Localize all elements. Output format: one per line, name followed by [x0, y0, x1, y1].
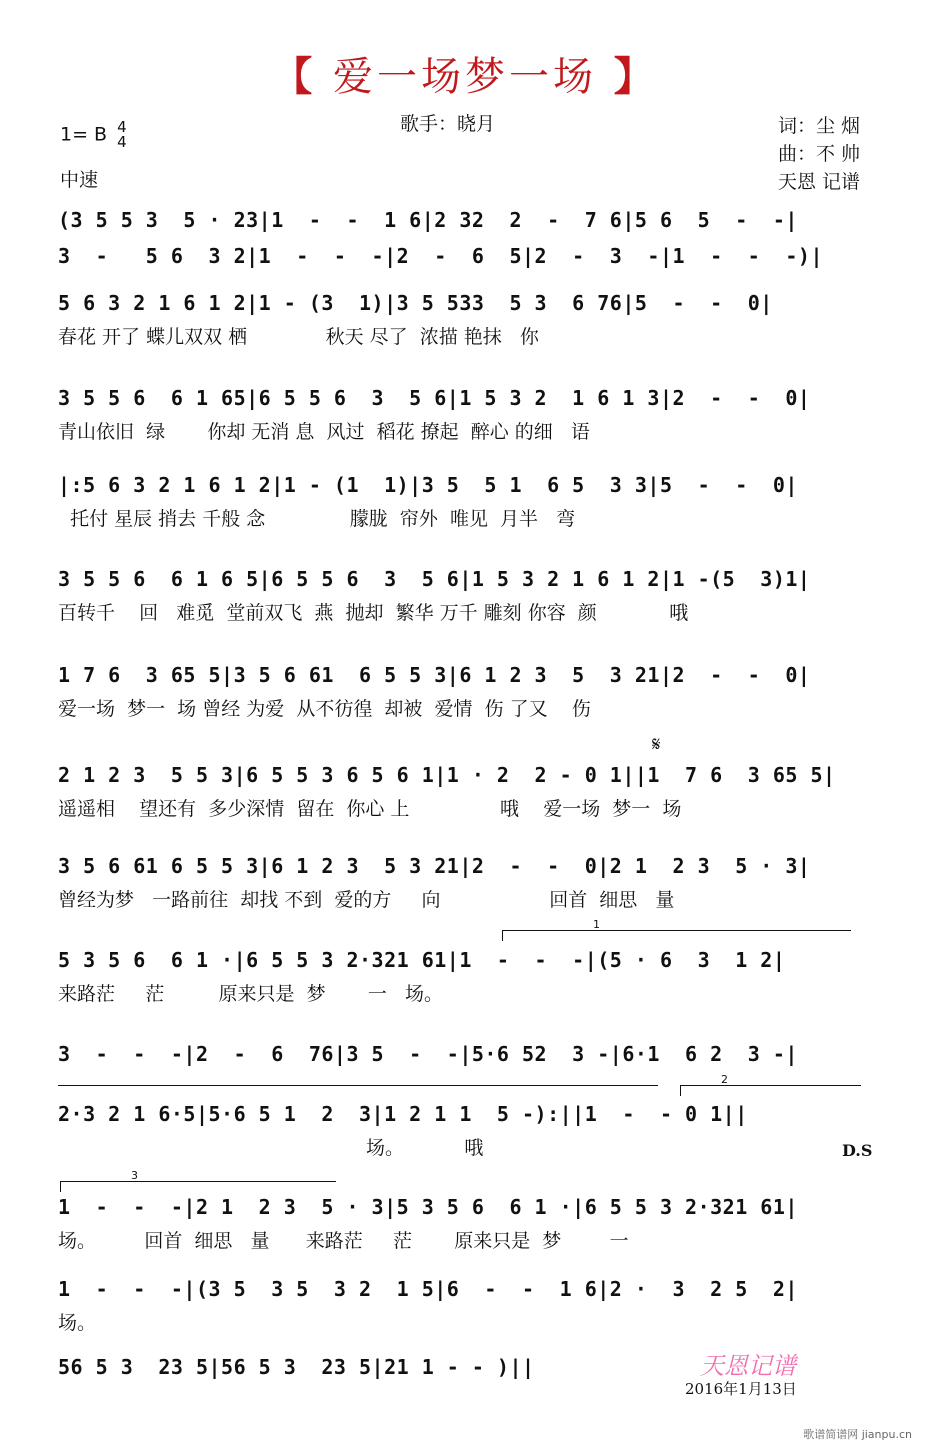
lyric-line: 爱一场 梦一 场 曾经 为爱 从不彷徨 却被 爱情 伤 了又 伤	[58, 698, 591, 720]
notation-line: 1 7 6 3 65 5|3 5 6 61 6 5 5 3|6 1 2 3 5 3 21|2 - - 0|	[58, 663, 811, 687]
lyric-line: 遥遥相 望还有 多少深情 留在 你心 上 哦 爱一场 梦一 场	[58, 798, 682, 820]
score-system-15	[58, 1354, 618, 1380]
lyric-line: 场。 哦	[58, 1137, 484, 1159]
notation-line: 5 3 5 6 6 1 ·|6 5 5 3 2·321 61|1 - - -|(5 · 6 3 1 2|	[58, 948, 786, 972]
notation-line: 1 - - -|(3 5 3 5 3 2 1 5|6 - - 1 6|2 · 3 2 5 2|	[58, 1277, 798, 1301]
transcriber-credit: 天恩 记谱	[777, 171, 860, 193]
volta-bracket-3	[60, 1169, 336, 1192]
lyric-line: 来路茫 茫 原来只是 梦 一 场。	[58, 983, 444, 1005]
score-system-11	[58, 1041, 866, 1067]
score-system-8	[58, 762, 866, 822]
lyric-line: 曾经为梦 一路前往 却找 不到 爱的方 向 回首 细思 量	[58, 889, 675, 911]
notation-line: |:5 6 3 2 1 6 1 2|1 - (1 1)|3 5 5 1 6 5 3 3|5 - - 0|	[58, 473, 798, 497]
volta-end-rule	[58, 1085, 658, 1086]
volta-number: 3	[131, 1169, 138, 1182]
key-text: 1= B	[60, 123, 108, 146]
da-segno-mark: D.S	[842, 1141, 873, 1160]
transcriber-stamp: 天恩记谱	[700, 1352, 796, 1380]
score-system-12	[58, 1101, 866, 1161]
notation-line: (3 5 5 3 5 · 23|1 - - 1 6|2 32 2 - 7 6|5 6 5 - -|	[58, 208, 798, 232]
volta-number: 1	[593, 918, 600, 931]
notation-line: 3 5 5 6 6 1 6 5|6 5 5 6 3 5 6|1 5 3 2 1 6 1 2|1 -(5 3)1|	[58, 567, 811, 591]
transcription-date: 2016年1月13日	[685, 1380, 797, 1398]
lyric-line: 托付 星辰 捎去 千般 念 朦胧 帘外 唯见 月半 弯	[58, 508, 576, 530]
notation-line: 3 - - -|2 - 6 76|3 5 - -|5·6 52 3 -|6·1 6 2 3 -|	[58, 1042, 798, 1066]
score-system-4	[58, 385, 866, 445]
notation-line: 2·3 2 1 6·5|5·6 5 1 2 3|1 2 1 1 5 -):||1 - - 0 1||	[58, 1102, 748, 1126]
score-system-14	[58, 1276, 866, 1336]
volta-number: 2	[721, 1073, 728, 1086]
notation-line: 56 5 3 23 5|56 5 3 23 5|21 1 - - )||	[58, 1355, 535, 1379]
notation-line: 1 - - -|2 1 2 3 5 · 3|5 3 5 6 6 1 ·|6 5 5 3 2·321 61|	[58, 1195, 798, 1219]
segno-sign: 𝄋	[652, 732, 661, 756]
key-signature	[60, 120, 127, 150]
score-system-7	[58, 662, 866, 722]
score-system-13	[58, 1194, 866, 1254]
tempo-marking: 中速	[60, 169, 99, 191]
score-system-6	[58, 566, 866, 626]
credits-block	[778, 112, 860, 196]
title-bracket-close: 】	[613, 54, 658, 100]
singer-credit: 歌手：晓月	[400, 113, 496, 135]
title-text: 爱一场梦一场	[333, 54, 597, 100]
lyric-line: 青山依旧 绿 你却 无消 息 风过 稻花 撩起 醉心 的细 语	[58, 421, 590, 443]
score-system-1	[58, 207, 866, 233]
notation-line: 2 1 2 3 5 5 3|6 5 5 3 6 5 6 1|1 · 2 2 - 0 1||1 7 6 3 65 5|	[58, 763, 836, 787]
song-title	[0, 52, 930, 102]
lyric-line: 场。 回首 细思 量 来路茫 茫 原来只是 梦 一	[58, 1230, 629, 1252]
lyricist-credit: 词：尘 烟	[777, 115, 860, 137]
lyric-line: 百转千 回 难觅 堂前双飞 燕 抛却 繁华 万千 雕刻 你容 颜 哦	[58, 602, 689, 624]
time-top: 4	[117, 118, 127, 136]
lyric-line: 春花 开了 蝶儿双双 栖 秋天 尽了 浓描 艳抹 你	[58, 326, 539, 348]
time-bottom: 4	[117, 133, 127, 151]
volta-bracket-2	[680, 1073, 861, 1096]
title-bracket-open: 【	[272, 54, 317, 100]
composer-credit: 曲：不 帅	[777, 143, 860, 165]
time-signature	[117, 120, 127, 150]
notation-line: 3 - 5 6 3 2|1 - - -|2 - 6 5|2 - 3 -|1 - - -)|	[58, 244, 824, 268]
score-system-5	[58, 472, 866, 532]
notation-line: 3 5 5 6 6 1 65|6 5 5 6 3 5 6|1 5 3 2 1 6 1 3|2 - - 0|	[58, 386, 811, 410]
score-system-2	[58, 243, 866, 269]
score-system-10	[58, 947, 866, 1007]
score-system-3	[58, 290, 866, 350]
notation-line: 3 5 6 61 6 5 5 3|6 1 2 3 5 3 21|2 - - 0|2 1 2 3 5 · 3|	[58, 854, 811, 878]
site-watermark: 歌谱简谱网 jianpu.cn	[803, 1428, 912, 1441]
notation-line: 5 6 3 2 1 6 1 2|1 - (3 1)|3 5 533 5 3 6 76|5 - - 0|	[58, 291, 773, 315]
score-system-9	[58, 853, 866, 913]
volta-bracket-1	[502, 918, 851, 941]
lyric-line: 场。	[58, 1312, 97, 1334]
